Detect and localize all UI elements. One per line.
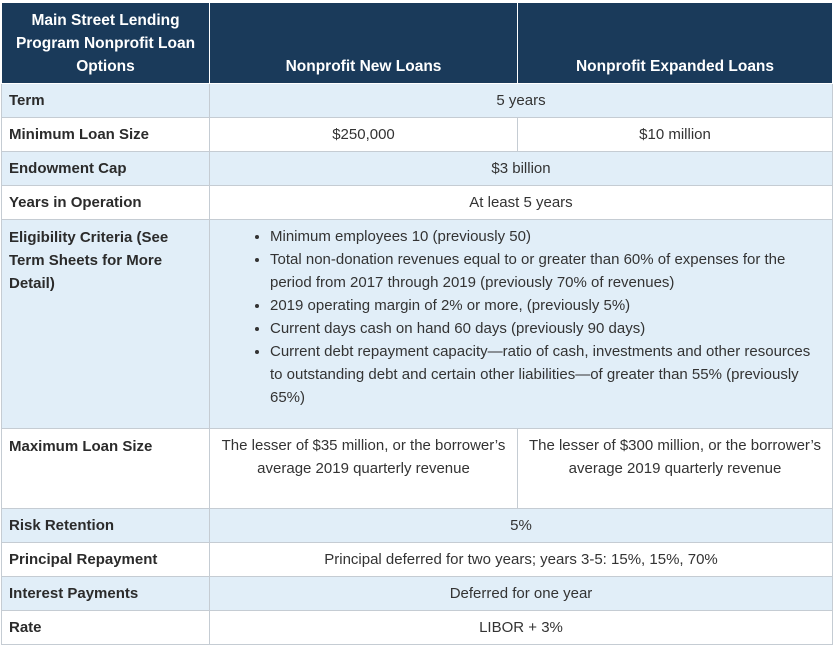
row-label-interest-payments: Interest Payments: [2, 577, 210, 611]
row-label-risk-retention: Risk Retention: [2, 509, 210, 543]
row-label-endowment-cap: Endowment Cap: [2, 152, 210, 186]
value-years-in-operation: At least 5 years: [210, 186, 833, 220]
header-corner-cell: Main Street Lending Program Nonprofit Loan Options: [2, 3, 210, 84]
row-term: [2, 84, 833, 118]
row-interest-payments: [2, 577, 833, 611]
row-risk-retention: [2, 509, 833, 543]
row-rate: [2, 611, 833, 645]
row-endowment-cap: [2, 152, 833, 186]
row-label-minimum-loan-size: Minimum Loan Size: [2, 118, 210, 152]
header-new-loans: Nonprofit New Loans: [210, 3, 518, 84]
eligibility-criteria-cell: [210, 220, 833, 429]
row-eligibility-criteria: [2, 220, 833, 429]
row-principal-repayment: [2, 543, 833, 577]
row-label-eligibility-criteria: Eligibility Criteria (See Term Sheets for More Detail): [2, 220, 210, 429]
row-label-years-in-operation: Years in Operation: [2, 186, 210, 220]
value-interest-payments: Deferred for one year: [210, 577, 833, 611]
list-item: • Current debt repayment capacity—ratio of cash, investments and other resources to outstanding debt and certain other liabilities—of greater than 55% (previously 65%): [270, 340, 812, 409]
value-endowment-cap: $3 billion: [210, 152, 833, 186]
row-maximum-loan-size: [2, 429, 833, 509]
row-label-term: Term: [2, 84, 210, 118]
value-rate: LIBOR + 3%: [210, 611, 833, 645]
value-maximum-loan-new: The lesser of $35 million, or the borrower’s average 2019 quarterly revenue: [210, 429, 518, 509]
table-header-row: [2, 3, 833, 84]
value-principal-repayment: Principal deferred for two years; years 3-5: 15%, 15%, 70%: [210, 543, 833, 577]
list-item: • Current days cash on hand 60 days (previously 90 days): [270, 317, 812, 340]
value-risk-retention: 5%: [210, 509, 833, 543]
row-minimum-loan-size: [2, 118, 833, 152]
row-label-principal-repayment: Principal Repayment: [2, 543, 210, 577]
list-item: • Total non-donation revenues equal to or greater than 60% of expenses for the period from 2017 through 2019 (previously 70% of revenues): [270, 248, 812, 294]
value-minimum-loan-expanded: $10 million: [518, 118, 833, 152]
row-years-in-operation: [2, 186, 833, 220]
eligibility-criteria-list: [218, 225, 812, 409]
list-item: • Minimum employees 10 (previously 50): [270, 225, 812, 248]
value-term: 5 years: [210, 84, 833, 118]
value-minimum-loan-new: $250,000: [210, 118, 518, 152]
nonprofit-loan-options-table: [1, 2, 833, 645]
header-expanded-loans: Nonprofit Expanded Loans: [518, 3, 833, 84]
row-label-maximum-loan-size: Maximum Loan Size: [2, 429, 210, 509]
list-item: • 2019 operating margin of 2% or more, (previously 5%): [270, 294, 812, 317]
value-maximum-loan-expanded: The lesser of $300 million, or the borrower’s average 2019 quarterly revenue: [518, 429, 833, 509]
row-label-rate: Rate: [2, 611, 210, 645]
